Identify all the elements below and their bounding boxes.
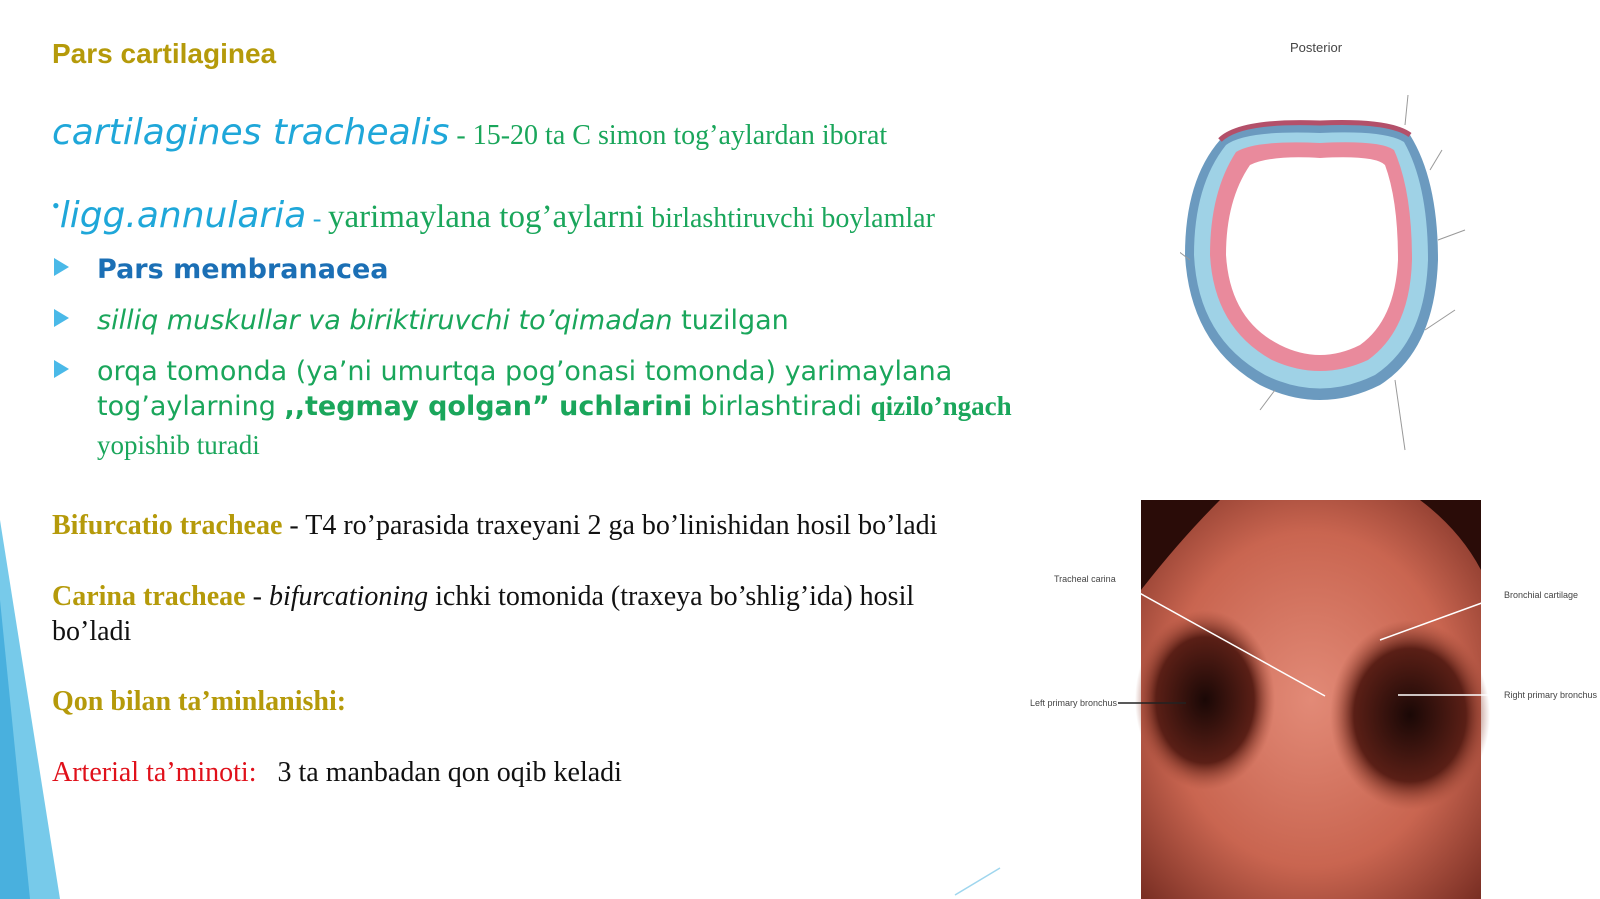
arterial-desc: 3 ta manbadan qon oqib keladi [277,757,622,788]
carina-dash: - [245,581,269,612]
trachea-cross-section-figure [1180,30,1510,490]
bullet-dot: • [52,193,60,218]
silliq-rest: tuzilgan [672,305,789,336]
carina-italic: bifurcationing [268,581,429,612]
bullet-arrow-icon [54,360,69,378]
silliq-italic: silliq muskullar va biriktiruvchi to’qimadan [97,305,673,336]
bullet-arrow-icon [54,309,69,327]
arterial-label: Arterial ta’minoti: [52,757,257,788]
orqa-line2-serifbold: qizilo’ngach [870,391,1012,421]
cartilagines-line [52,112,887,153]
carina-term: Carina tracheae [52,581,246,612]
bifurcatio-desc: - T4 ro’parasida traxeyani 2 ga bo’linishidan hosil bo’ladi [282,510,938,541]
posterior-label: Posterior [1290,40,1343,55]
ligg-annularia-line [52,193,935,236]
bifurcatio-paragraph [52,510,937,542]
bullet-arrow-icon [54,258,69,276]
orqa-line2-bold: ,,tegmay qolgan” uchlarini [284,391,693,422]
tracheal-carina-label: Tracheal carina [1054,574,1116,584]
ligg-desc-rest: birlashtiruvchi boylamlar [644,203,935,234]
bronchial-cartilage-label: Bronchial cartilage [1504,590,1579,600]
arterial-line [52,757,622,789]
left-bronchus-label: Left primary bronchus [1030,698,1118,708]
orqa-bullet-line1: orqa tomonda (ya’ni umurtqa pog’onasi tomonda) yarimaylana [97,356,953,387]
cartilagines-desc: - 15-20 ta C simon tog’aylardan iborat [449,120,888,151]
bronchoscopy-photo [1135,500,1490,899]
right-bronchus-label: Right primary bronchus [1504,690,1598,700]
ligg-annularia-term: ligg.annularia [59,195,307,236]
orqa-line2-b: birlashtiradi [692,391,871,422]
ligg-desc-mid: yarimaylana tog’aylarni [327,199,645,235]
carina-paragraph-line1 [52,581,914,613]
carina-paragraph-line2: bo’ladi [52,616,132,647]
pars-membranacea-bullet: Pars membranacea [97,254,389,285]
qon-heading: Qon bilan ta’minlanishi: [52,686,347,717]
orqa-bullet-line3: yopishib turadi [97,430,260,460]
orqa-bullet-line2 [97,391,1012,422]
cross-section-drawing [1180,95,1465,450]
bifurcatio-term: Bifurcatio tracheae [52,510,283,541]
cartilagines-term: cartilagines trachealis [52,112,450,153]
ligg-dash: - [306,204,328,233]
carina-desc: ichki tomonida (traxeya bo’shlig’ida) hosil [428,581,915,612]
carina-bronchoscopy-figure [1000,500,1600,899]
orqa-line2-a: tog’aylarning [97,391,285,422]
silliq-bullet [97,305,789,336]
slide-title: Pars cartilaginea [52,38,277,69]
